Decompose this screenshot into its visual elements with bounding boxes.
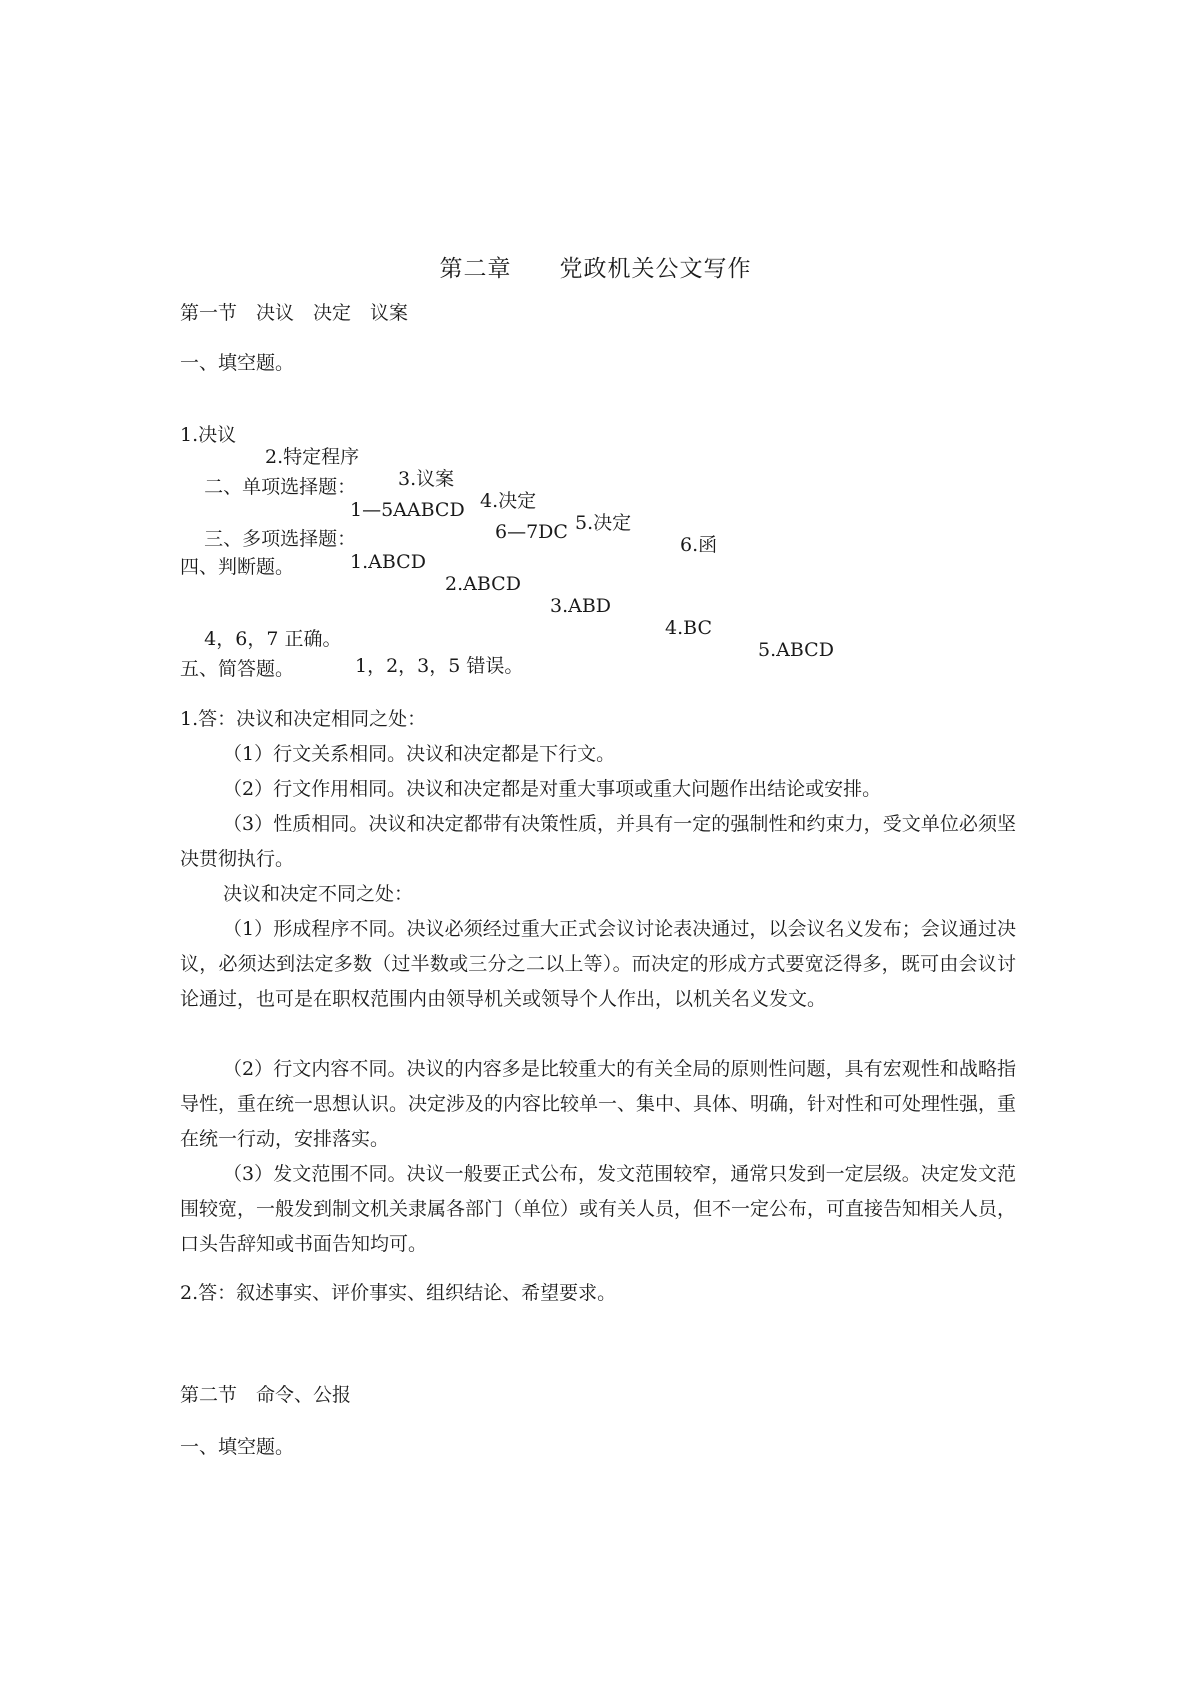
- answer-1-same-3: （3）性质相同。决议和决定都带有决策性质，并具有一定的强制性和约束力，受文单位必须坚决贯彻执行。: [180, 813, 1016, 870]
- multi-choice-label: 三、多项选择题：: [204, 528, 357, 550]
- chapter-title: 第二章 党政机关公文写作: [439, 256, 752, 282]
- answer-1-diff-3: （3）发文范围不同。决议一般要正式公布，发文范围较窄，通常只发到一定层级。决定发文范围较宽，一般发到制文机关隶属各部门（单位）或有关人员，但不一定公布，可直接告知相关人员，口头告辞知或书面告知均可。: [180, 1163, 1017, 1255]
- multi-choice-answer-3: 3.ABD: [550, 595, 612, 617]
- true-false-heading: 四、判断题。: [180, 556, 295, 578]
- answer-1-diff-1: （1）形成程序不同。决议必须经过重大正式会议讨论表决通过，以会议名义发布；会议通过决议，必须达到法定多数（过半数或三分之二以上等）。而决定的形成方式要宽泛得多，既可由会议讨论通过，也可是在职权范围内由领导机关或领导个人作出，以机关名义发文。: [180, 918, 1016, 1010]
- fill-answer-6: 6.函: [680, 534, 718, 556]
- answer-2: 2.答：叙述事实、评价事实、组织结论、希望要求。: [180, 1282, 617, 1304]
- fill-answer-2: 2.特定程序: [265, 446, 360, 468]
- answer-1-same-2: （2）行文作用相同。决议和决定都是对重大事项或重大问题作出结论或安排。: [223, 778, 882, 800]
- fill-answer-4: 4.决定: [480, 490, 537, 512]
- single-choice-answer-1: 1—5AABCD: [350, 499, 465, 521]
- true-false-answers: [180, 602, 524, 695]
- true-false-wrong: 1，2，3，5 错误。: [355, 655, 524, 677]
- multi-choice-answer-1: 1.ABCD: [350, 551, 426, 573]
- answer-1-intro: 1.答：决议和决定相同之处：: [180, 708, 427, 730]
- fill-answer-3: 3.议案: [398, 468, 455, 490]
- section-2-heading: 第二节 命令、公报: [180, 1384, 352, 1406]
- section-2-fill-in-heading: 一、填空题。: [180, 1436, 295, 1458]
- fill-in-heading: 一、填空题。: [180, 352, 295, 374]
- answer-1-same-1: （1）行文关系相同。决议和决定都是下行文。: [223, 743, 616, 765]
- short-answer-heading: 五、简答题。: [180, 658, 295, 680]
- single-choice-label: 二、单项选择题：: [204, 476, 357, 498]
- multi-choice-answer-5: 5.ABCD: [758, 639, 834, 661]
- fill-answer-5: 5.决定: [575, 512, 632, 534]
- fill-answer-1: 1.决议: [180, 424, 237, 446]
- single-choice-answer-2: 6—7DC: [495, 521, 568, 543]
- true-false-correct: 4，6，7 正确。: [204, 628, 342, 650]
- answer-1-diff-intro: 决议和决定不同之处：: [223, 883, 414, 905]
- answer-1-diff-2: （2）行文内容不同。决议的内容多是比较重大的有关全局的原则性问题，具有宏观性和战略指导性，重在统一思想认识。决定涉及的内容比较单一、集中、具体、明确，针对性和可处理性强，重在统一行动，安排落实。: [180, 1058, 1017, 1150]
- multi-choice-answer-2: 2.ABCD: [445, 573, 521, 595]
- section-1-heading: 第一节 决议 决定 议案: [180, 302, 409, 324]
- multi-choice-answer-4: 4.BC: [665, 617, 712, 639]
